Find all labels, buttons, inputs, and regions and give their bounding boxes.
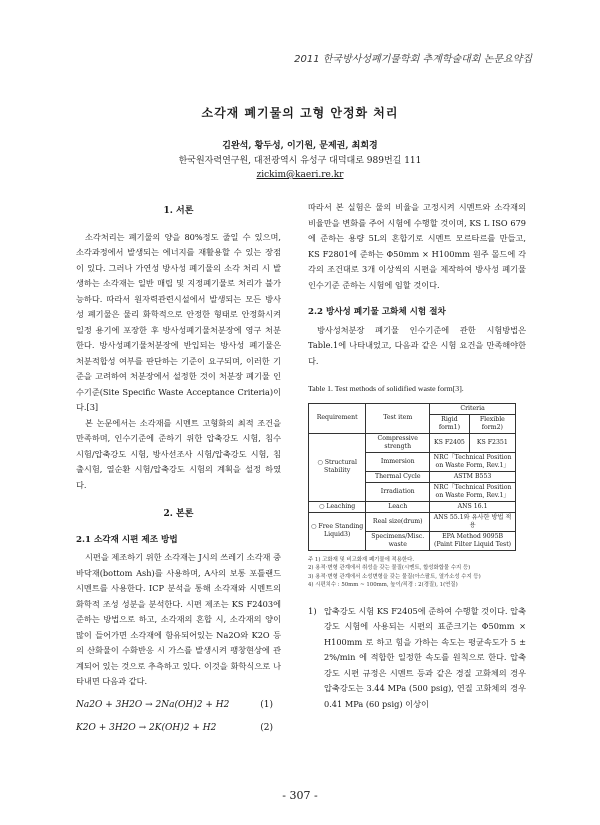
- cell-structural-stability: ○ Structural Stability: [309, 433, 366, 501]
- cell-test-item: Irradiation: [366, 482, 430, 501]
- right-paragraph-1: 따라서 본 실험은 물의 비율을 고정시켜 시멘트와 소각재의 비율만을 변화를 주어 시험에 수행할 것이며, KS L ISO 679에 준하는 용량 5L의 혼합기로 시멘트 모르타르를 만들고, KS F2801에 준하는 Φ50mm × H100mm 원주 몰드에 각각의 조건대로 3개 이상씩의 시편을 제작하여 방사성 폐기물 인수기준 준하는 시험에 임할 것이다.: [308, 202, 526, 290]
- header-flexible: Flexible form2): [469, 414, 515, 433]
- cell-criteria: NRC「Technical Position on Waste Form, Rev.1」: [430, 452, 516, 471]
- header-rigid: Rigid form1): [430, 414, 470, 433]
- section-1-heading: 1. 서론: [163, 206, 194, 216]
- author-list: 김완석, 황두성, 이기원, 문제권, 최희경: [222, 141, 378, 151]
- cell-criteria: NRC「Technical Position on Waste Form, Rev.1」: [430, 482, 516, 501]
- table-note: 4) 시편치수 : 50mm ~ 100mm, 높이/직경 : 2(경질), 1(연질): [308, 582, 458, 588]
- table-note: 2) 용적·변형 관계에서 취성을 갖는 물질(시멘트, 합성화합물 수지 등): [308, 565, 471, 571]
- table-note: 3) 용적·변형 관계에서 소성변형을 갖는 물질(아스팔트, 열가소성 수지 등): [308, 573, 481, 580]
- list-item: [308, 604, 526, 713]
- equation-2-expression: K2O + 3H2O → 2K(OH)2 + H2: [76, 723, 217, 733]
- cell-test-item: Specimens/Misc. waste: [366, 531, 430, 550]
- section-2-2-paragraph: 방사성처분장 폐기물 인수기준에 관한 시험방법은 Table.1에 나타내었고, 다음과 같은 시험 요건을 만족해야한다.: [308, 324, 526, 366]
- section-1-paragraph-1: 소각처리는 폐기물의 양을 80%정도 줄일 수 있으며, 소각과정에서 발생되는 에너지를 재활용할 수 있는 장점이 있다. 그러나 가연성 방사성 폐기물의 소각 처리 시 발생하는 소각재는 일반 매립 및 지정폐기물로 처리가 불가능하다. 따라서 원자력관련시설에서 발생되는 모든 방사성 폐기물은 물리 화학적으로 안정한 형태로 안정화시켜 일정 용기에 포장한 후 방사성폐기물처분장에 영구 처분한다. 방사성폐기물처분장에 반입되는 방사성 폐기물은 처분적합성 여부를 판단하는 기준이 요구되며, 이러한 기준을 고려하여 처분장에서 설정한 것이 처분장 폐기물 인수기준(Site Specific Waste Acceptance Criteria)이다.[3]: [76, 231, 281, 412]
- table-row: [309, 433, 516, 452]
- cell-test-item: Thermal Cycle: [366, 471, 430, 482]
- section-2-heading: 2. 본론: [163, 509, 194, 519]
- equation-2: [76, 721, 281, 737]
- cell-leaching: ○ Leaching: [309, 501, 366, 512]
- table-note: 주 1) 고화재 및 비고화재 폐기물에 적용한다.: [308, 556, 415, 563]
- left-column: [76, 200, 281, 741]
- cell-test-item: Real size(drum): [366, 512, 430, 531]
- cell-criteria: ANS 16.1: [430, 501, 516, 512]
- right-column: [308, 200, 526, 712]
- section-2-1-paragraph: 시편을 제조하기 위한 소각재는 J시의 쓰레기 소각재 중 바닥재(bottom Ash)를 사용하며, A사의 보통 포틀랜드 시멘트를 사용한다. ICP 분석을 통해 소각재와 시멘트의 화학적 조성 성분을 분석한다. 시편 제조는 KS F2403에 준하는 방법으로 하고, 소각재의 혼합 시, 소각재의 양이 많이 들어가면 소각재에 함유되어있는 Na2O와 K2O 등의 산화물이 수화반응 시 가스를 발생시켜 팽창현상에 관계되어 있는 것으로 추측하고 있다. 이것을 화학식으로 나타내면 다음과 같다.: [76, 552, 281, 686]
- cell-criteria: ANS 55.1와 유사한 방법 적용: [430, 512, 516, 531]
- paper-title: 소각재 폐기물의 고형 안정화 처리: [201, 106, 399, 120]
- affiliation: 한국원자력연구원, 대전광역시 유성구 대덕대로 989번길 111: [178, 156, 422, 166]
- cell-rigid: KS F2405: [430, 433, 470, 452]
- header-criteria: Criteria: [430, 403, 516, 414]
- section-2-2-heading: 2.2 방사성 폐기물 고화체 시험 절차: [308, 307, 446, 317]
- cell-flexible: KS F2351: [469, 433, 515, 452]
- cell-free-standing-liquid: ○ Free Standing Liquid3): [309, 512, 366, 550]
- cell-criteria: EPA Method 9095B (Paint Filter Liquid Test): [430, 531, 516, 550]
- equation-2-number: (2): [260, 723, 273, 733]
- section-2-1-heading: 2.1 소각재 시편 제조 방법: [76, 534, 178, 545]
- table-header-row: [309, 403, 516, 414]
- equation-1-number: (1): [260, 699, 273, 710]
- page-number: - 307 -: [282, 789, 318, 802]
- table-notes: [308, 556, 526, 590]
- header-test-item: Test item: [366, 403, 430, 433]
- running-header: 2011 한국방사성폐기물학회 추계학술대회 논문요약집: [294, 54, 532, 65]
- table-caption: Table 1. Test methods of solidified waste form[3].: [308, 384, 464, 393]
- section-1-paragraph-2: 본 논문에서는 소각재를 시멘트 고형화의 최적 조건을 만족하며, 인수기준에 준하기 위한 압축강도 시험, 침수 시험/압축강도 시험, 방사선조사 시험/압축강도 시험, 침출시험, 열순환 시험/압축강도 시험의 계획을 설정 하였다.: [76, 417, 281, 490]
- equation-1: [76, 698, 281, 714]
- table-row: [309, 512, 516, 531]
- cell-test-item: Compressive strength: [366, 433, 430, 452]
- header-requirement: Requirement: [309, 403, 366, 433]
- table-row: [309, 501, 516, 512]
- cell-test-item: Immersion: [366, 452, 430, 471]
- list-item-number: 1): [308, 605, 317, 616]
- equation-1-expression: Na2O + 3H2O → 2Na(OH)2 + H2: [76, 699, 230, 710]
- cell-criteria: ASTM B553: [430, 471, 516, 482]
- list-item-text: 압축강도 시험 KS F2405에 준하여 수행할 것이다. 압축강도 시험에 사용되는 시편의 표준크기는 Φ50mm × H100mm 로 하고 힘을 가하는 속도는 평균속도가 5 ± 2%/min 에 적합한 일정한 속도를 원칙으로 한다. 압축강도 시편 규정은 시멘트 등과 같은 경질 고화체의 경우 압축강도는 3.44 MPa (500 psig), 연질 고화체의 경우 0.41 MPa (60 psig) 이상이: [324, 605, 526, 709]
- email-link[interactable]: zickim@kaeri.re.kr: [256, 170, 344, 180]
- test-methods-table: [308, 403, 516, 551]
- cell-test-item: Leach: [366, 501, 430, 512]
